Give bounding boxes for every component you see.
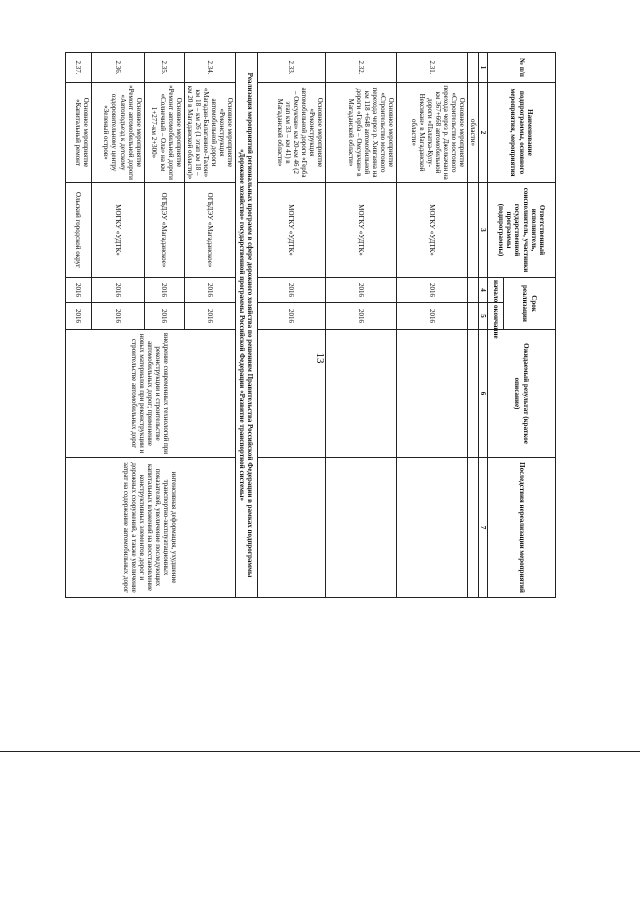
column-number: 7 bbox=[478, 458, 487, 598]
column-number: 5 bbox=[478, 303, 487, 330]
section-title: Реализация мероприятий региональных программ в сфере дорожного хозяйства по решениям Правительства Российской Федерации в рамках подпрограммы «Дорожное хозяйство» государственной программы Российской Федерации «Развитие транспортной системы» bbox=[235, 53, 257, 598]
rotated-table-wrapper bbox=[73, 52, 556, 597]
expected-result: внедрение современных технологий при реконструкции и строительстве автомобильных дорог; применение новых материалов при реконструкции и строительстве автомобильных дорог bbox=[65, 330, 235, 458]
header-consequences: Последствия нереализации мероприятий bbox=[488, 458, 556, 598]
end-year: 2016 bbox=[257, 303, 325, 330]
header-end: окончание bbox=[488, 303, 504, 330]
section-row bbox=[235, 53, 257, 598]
end-year: 2016 bbox=[144, 303, 184, 330]
start-year: 2016 bbox=[65, 278, 91, 303]
measure-name: Основное мероприятие «Ремонт автомобильной дороги «Солнечный – Ола» на км 1+277-км 2+300» bbox=[144, 83, 184, 183]
end-year: 2016 bbox=[184, 303, 235, 330]
end-year: 2016 bbox=[65, 303, 91, 330]
table-row bbox=[396, 53, 467, 598]
end-year: 2016 bbox=[91, 303, 144, 330]
measure-name: Основное мероприятие «Ремонт автомобильной дороги «Автоподъезд к детскому оздоровительному центру «Зеленый остров» bbox=[91, 83, 144, 183]
measure-name: Основное мероприятие «Реконструкция автомобильной дороги «Герба – Омсукчан» км 20-км 46 (2 этап км 33 – км 41) в Магаданской области» bbox=[257, 83, 325, 183]
program-measures-table bbox=[65, 52, 556, 598]
executor: ОГБДЭУ «Магаданское» bbox=[144, 183, 184, 278]
start-year: 2016 bbox=[184, 278, 235, 303]
table-row bbox=[184, 53, 235, 598]
column-number: 1 bbox=[478, 53, 487, 83]
executor: МОГКУ «УДТК» bbox=[396, 183, 467, 278]
end-year: 2016 bbox=[396, 303, 467, 330]
measure-name: Основное мероприятие «Строительство мостового перехода через р. Хивгаяна на км 118 +648 автомобильной дороги «Герба – Омсукчан» в Магаданской области» bbox=[325, 83, 396, 183]
rotated-table-sheet bbox=[73, 52, 556, 597]
column-number: 2 bbox=[478, 83, 487, 183]
column-number: 6 bbox=[478, 330, 487, 458]
header-period: Срок реализации bbox=[504, 278, 556, 330]
start-year: 2016 bbox=[91, 278, 144, 303]
row-number: 2.31. bbox=[396, 53, 467, 83]
start-year: 2016 bbox=[325, 278, 396, 303]
executor: МОГКУ «УДТК» bbox=[325, 183, 396, 278]
start-year: 2016 bbox=[144, 278, 184, 303]
header-result: Ожидаемый результат (краткое описание) bbox=[488, 330, 556, 458]
row-number: 2.36. bbox=[91, 53, 144, 83]
header-start: начало bbox=[488, 278, 504, 303]
table-row bbox=[257, 53, 325, 598]
table-row bbox=[325, 53, 396, 598]
executor: МОГКУ «УДТК» bbox=[91, 183, 144, 278]
row-number: 2.32. bbox=[325, 53, 396, 83]
start-year: 2016 bbox=[257, 278, 325, 303]
column-number: 4 bbox=[478, 278, 487, 303]
start-year: 2016 bbox=[396, 278, 467, 303]
footer-rule bbox=[0, 751, 640, 752]
executor: МОГКУ «УДТК» bbox=[257, 183, 325, 278]
header-executor: Ответственный исполнитель, соисполнитель, участники государственной программы (подпрограммы) bbox=[488, 183, 556, 278]
executor: Ольский городской округ bbox=[65, 183, 91, 278]
executor: ОГБДЭУ «Магаданское» bbox=[184, 183, 235, 278]
row-number: 2.33. bbox=[257, 53, 325, 83]
continued-name: области» bbox=[467, 83, 478, 183]
row-number: 2.37. bbox=[65, 53, 91, 83]
table-row bbox=[467, 53, 478, 598]
header-num: № п/п bbox=[488, 53, 556, 83]
row-number: 2.35. bbox=[144, 53, 184, 83]
end-year: 2016 bbox=[325, 303, 396, 330]
column-number: 3 bbox=[478, 183, 487, 278]
consequences-text: интенсивная деформация, ухудшение транспортно-эксплуатационных показателей, увеличение последующих капитальных вложений на восстановление конструктивных элементов дорог и дорожных сооружений, а также увеличение затрат на содержание автомобильных дорог bbox=[65, 458, 235, 598]
measure-name: Основное мероприятие «Реконструкция автомобильной дороги «Магадан-Балаганное-Талон» км 18 – км 26 (1 этап км 18 – км 20 в Магаданской области)» bbox=[184, 83, 235, 183]
page-number: 13 bbox=[314, 352, 326, 364]
row-number: 2.34. bbox=[184, 53, 235, 83]
measure-name: Основное мероприятие «Строительство мостового перехода через р. Джелкачан на км 367+668 автомобильной дороги «Палатка-Кулу-Нексикан» в Магаданской области» bbox=[396, 83, 467, 183]
header-name: Наименование подпрограммы, основного мероприятия, мероприятия bbox=[488, 83, 556, 183]
measure-name: Основное мероприятие «Капитальный ремонт bbox=[65, 83, 91, 183]
